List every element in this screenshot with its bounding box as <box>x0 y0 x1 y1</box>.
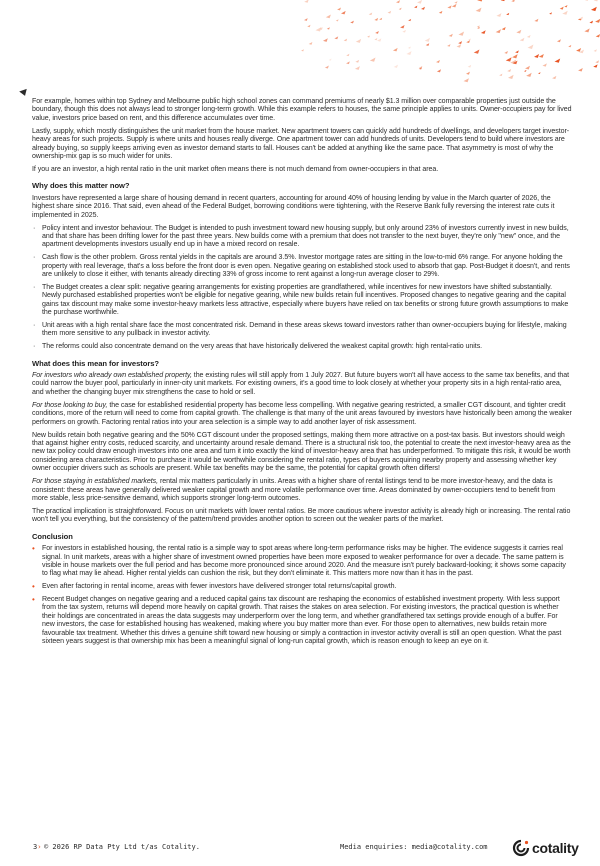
why-bullet-list <box>32 225 572 352</box>
page-footer <box>0 836 600 866</box>
decorative-arrow-icon <box>355 60 359 63</box>
decorative-arrow-icon <box>304 18 308 21</box>
decorative-arrow-icon <box>542 63 546 66</box>
corner-marker-icon <box>19 89 29 97</box>
decorative-arrow-icon <box>393 48 398 52</box>
decorative-arrow-icon <box>477 0 483 1</box>
decorative-arrow-icon <box>594 0 599 1</box>
page-arrow-icon: › <box>37 843 42 851</box>
intro-paragraph-2: Lastly, supply, which mostly distinguishes the unit market from the house market. New apartment towers can quickly add hundreds of dwellings, and developers target investor-heavy areas for such projects. Supply is where units and houses really diverge. One apartment tower can add hundreds of units. Developers tend to build where investors are already buying, so supply keeps arriving even as investor demand starts to fall. Houses can't be added at anything like the same pace. That asymmetry is most of why the ownership-mix gap is so much wider for units. <box>32 127 570 161</box>
section-heading-why: Why does this matter now? <box>32 181 130 191</box>
decorative-arrow-icon <box>589 21 593 24</box>
decorative-arrow-icon <box>555 58 561 62</box>
decorative-arrow-icon <box>379 18 382 20</box>
decorative-arrow-icon <box>466 72 470 75</box>
cotality-logo-icon <box>512 839 530 857</box>
decorative-arrow-icon <box>496 13 501 17</box>
decorative-arrow-icon <box>496 29 501 33</box>
decorative-arrow-icon <box>452 4 457 7</box>
decorative-arrow-icon <box>515 50 519 53</box>
decorative-arrow-icon <box>327 27 330 29</box>
decorative-arrow-icon <box>369 12 373 15</box>
what-paragraph-4 <box>32 478 572 503</box>
decorative-arrow-icon <box>326 14 331 18</box>
decorative-arrow-icon <box>501 0 506 1</box>
decorative-arrow-icon <box>394 65 398 68</box>
decorative-arrow-icon <box>449 34 453 37</box>
decorative-arrow-icon <box>400 25 404 28</box>
article-body <box>32 98 572 651</box>
conclusion-bullet-list <box>32 545 572 646</box>
decorative-arrow-icon <box>568 45 571 47</box>
decorative-arrow-icon <box>417 0 422 4</box>
section-heading-conclusion: Conclusion <box>32 531 73 541</box>
decorative-arrow-icon <box>534 54 539 58</box>
decorative-arrow-icon <box>520 38 525 42</box>
intro-paragraph-3: If you are an investor, a high rental ratio in the unit market often means there is not much demand from owner-occupiers in that area. <box>32 166 439 174</box>
decorative-arrow-icon <box>458 31 464 35</box>
decorative-arrow-icon <box>525 66 530 70</box>
decorative-arrow-icon <box>454 1 457 3</box>
decorative-arrow-icon <box>350 21 354 24</box>
decorative-arrow-icon <box>476 8 482 12</box>
media-enquiries-link[interactable]: Media enquiries: media@cotality.com <box>340 843 488 851</box>
decorative-arrow-icon <box>346 61 350 64</box>
decorative-arrow-icon <box>436 60 440 63</box>
decorative-arrow-icon <box>504 51 508 54</box>
decorative-arrow-icon <box>399 8 402 10</box>
decorative-arrow-icon <box>593 64 597 67</box>
decorative-arrow-icon <box>466 40 470 43</box>
decorative-arrow-icon <box>474 49 480 53</box>
decorative-arrow-icon <box>557 39 561 42</box>
decorative-arrow-icon <box>377 38 381 41</box>
decorative-arrow-icon <box>468 38 471 40</box>
decorative-arrow-icon <box>301 49 304 51</box>
decorative-arrow-icon <box>527 35 531 38</box>
decorative-arrow-icon <box>325 66 329 69</box>
decorative-arrow-icon <box>526 73 532 77</box>
decorative-arrow-icon <box>516 30 521 34</box>
decorative-arrow-icon <box>408 46 411 48</box>
what-paragraph-1 <box>32 372 572 397</box>
decorative-arrow-icon <box>560 7 564 10</box>
decorative-arrow-icon <box>334 36 338 39</box>
decorative-arrow-icon <box>481 30 486 34</box>
decorative-arrow-icon <box>337 8 341 11</box>
decorative-arrow-icon <box>595 60 599 63</box>
list-item: · Unit areas with a high rental share face the most concentrated risk. Demand in these areas skews toward investors rather than owner-occupiers buying for lifestyle, making them more sensitive to any pullback in investor activity. <box>32 322 572 339</box>
decorative-arrow-icon <box>406 51 411 55</box>
decorative-arrow-icon <box>508 75 514 79</box>
decorative-arrow-icon <box>511 0 515 2</box>
decorative-arrow-icon <box>316 27 322 31</box>
page-number <box>33 843 41 851</box>
decorative-arrow-icon <box>538 72 541 74</box>
decorative-arrow-icon <box>502 27 506 30</box>
header-arrow-pattern <box>0 0 600 86</box>
decorative-arrow-icon <box>307 25 310 27</box>
list-item: • For investors in established housing, the rental ratio is a simple way to spot areas where long-term performance risks may be higher. The evidence suggests it carries real signal. In unit markets, areas with a higher share of investment owned properties have been more exposed to weaker performance for over a decade. The same pattern is visible in house markets over the full period and has become more pronounced since around 2020. And the measure isn't purely backward-looking; it shows some capacity to flag what may lie ahead. Higher rental yields can cushion the risk, but they don't eliminate it. This matters more now than it has in the past. <box>32 545 572 579</box>
decorative-arrow-icon <box>374 18 378 21</box>
decorative-arrow-icon <box>512 54 518 58</box>
decorative-arrow-icon <box>402 30 406 33</box>
list-item: · Cash flow is the other problem. Gross rental yields in the capitals are around 3.5%. Investor mortgage rates are sitting in the low-to-mid 6% range. For anyone holding the property with real leverage, that's a loss before the front door is even open. Negative gearing on established stock used to absorb that gap. Post-Budget it doesn't, and rents are unlikely to close it either, with tenants already directing 33% of gross income to rent against a long-run average closer to 29%. <box>32 254 572 279</box>
decorative-arrow-icon <box>309 42 313 45</box>
decorative-arrow-icon <box>468 65 472 68</box>
what-paragraph-3: New builds retain both negative gearing and the 50% CGT discount under the proposed settings, making them more attractive on a post-tax basis. But investors should weigh that against higher entry costs, reduced scarcity, and uncertainty around resale demand. There is a structural risk too, the potential to create the next investor-heavy area as the new tax policy could draw enough investors into one area and turn it into exactly the kind of investor-heavy area that has underperformed. To mitigate this risk, it would be worth considering area characteristics. Prior to purchase it would be worthwhile considering the rental ratio, types of buyers acquiring nearby property and assessing whether key owner occupier drivers such as schools are present. While tax benefits may be the same, the potential for capital growth often differs! <box>32 431 571 473</box>
cotality-logo <box>512 838 579 858</box>
what-paragraph-2 <box>32 402 572 427</box>
decorative-arrow-icon <box>578 68 583 72</box>
decorative-arrow-icon <box>388 11 392 14</box>
decorative-arrow-icon <box>304 0 308 3</box>
paragraph-lead: For those looking to buy, <box>32 401 108 409</box>
paragraph-text: rental mix matters particularly in units. Areas with a higher share of rental listings tend to be more investor-heavy, and the data is consistent: these areas have generally delivered weaker capital growth and more volatile performance over time. Areas dominated by owner-occupiers tend to benefit from more stable, less price-sensitive demand, which supports stronger long-term outcomes. <box>32 478 556 502</box>
decorative-arrow-icon <box>447 44 450 47</box>
decorative-arrow-icon <box>596 34 600 37</box>
decorative-arrow-icon <box>374 38 377 40</box>
decorative-arrow-icon <box>457 44 462 47</box>
decorative-arrow-icon <box>584 28 589 32</box>
decorative-arrow-icon <box>437 69 441 72</box>
decorative-arrow-icon <box>534 19 538 22</box>
decorative-arrow-icon <box>414 6 417 9</box>
decorative-arrow-icon <box>595 19 600 23</box>
paragraph-lead: For investors who already own established property, <box>32 371 192 379</box>
section-heading-what: What does this mean for investors? <box>32 358 159 368</box>
decorative-arrow-icon <box>426 43 429 46</box>
decorative-arrow-icon <box>323 38 328 42</box>
decorative-arrow-icon <box>341 11 346 15</box>
decorative-arrow-icon <box>528 45 534 49</box>
decorative-arrow-icon <box>346 54 349 56</box>
decorative-arrow-icon <box>355 66 360 70</box>
paragraph-text: the case for established residential property has become less compelling. With negative gearing restricted, a smaller CGT discount, and tighter credit conditions, more of the return will need to come from capital growth. The challenge is that many of the unit areas favoured by investors have historically been among the weaker performers on growth. Factoring rental ratios into your area selection is a simple way to add another layer of risk assessment. <box>32 401 572 426</box>
decorative-arrow-icon <box>425 38 430 42</box>
decorative-arrow-icon <box>506 13 509 15</box>
decorative-arrow-icon <box>439 11 443 14</box>
decorative-arrow-icon <box>370 58 376 62</box>
decorative-arrow-icon <box>591 7 597 11</box>
page-number-text: 3 <box>33 843 38 851</box>
decorative-arrow-icon <box>564 5 567 7</box>
decorative-arrow-icon <box>524 70 527 72</box>
list-item: · Policy intent and investor behaviour. The Budget is intended to push investment toward new housing supply, but only around 23% of investors currently invest in new builds, and that share has been drifting lower for the past three years. New builds come with a premium that does not transfer to the next buyer, they're only "new" once, and the apartment developments investors usually end up in have a mixed record on resale. <box>32 225 572 250</box>
decorative-arrow-icon <box>375 31 379 34</box>
why-paragraph: Investors have represented a large share of housing demand in recent quarters, accounting for around 40% of housing lending by value in the March quarter of 2026, the highest share since 2016. That said, even ahead of the Federal Budget, borrowing conditions were tightening, with the Reserve Bank fully reversing the interest rate cuts it implemented in 2025. <box>32 194 555 219</box>
decorative-arrow-icon <box>576 48 581 52</box>
paragraph-lead: For those staying in established markets, <box>32 478 159 486</box>
decorative-arrow-icon <box>585 0 589 1</box>
decorative-arrow-icon <box>507 69 511 72</box>
decorative-arrow-icon <box>329 58 332 60</box>
what-paragraph-5: The practical implication is straightforward. Focus on unit markets with lower rental ratios. Be more cautious where investor activity is already high or increasing. The rental ratio won't tell you everything, but the consistency of the pattern/trend provides another option to screen out the weaker parts of the market. <box>32 507 571 524</box>
list-item: · The Budget creates a clear split: negative gearing arrangements for existing properties are grandfathered, while incentives for new investors have shifted substantially. Newly purchased established properties won't be eligible for negative gearing, while new builds retain full incentives. Proposed changes to negative gearing and the capital gains tax discount may make some investor-heavy markets less attractive, especially where buyers have relied on tax benefits or strong future growth assumptions to make the purchase worthwhile. <box>32 284 572 318</box>
decorative-arrow-icon <box>367 35 370 37</box>
intro-paragraph-1: For example, homes within top Sydney and Melbourne public high school zones can command premiums of nearly $1.3 million over comparable properties just outside the boundary, though this does not always lead to stronger long-term growth. While this example refers to houses, the same principle applies to units. Owner-occupiers pay for lived value, investors price based on rent, and this difference accumulates over time. <box>32 98 572 122</box>
decorative-arrow-icon <box>594 49 597 52</box>
decorative-arrow-icon <box>344 39 347 42</box>
decorative-arrow-icon <box>549 12 552 14</box>
decorative-arrow-icon <box>336 19 339 21</box>
decorative-arrow-icon <box>408 19 411 21</box>
cotality-wordmark: cotality <box>532 840 579 856</box>
decorative-arrow-icon <box>447 5 451 8</box>
decorative-arrow-icon <box>499 74 502 76</box>
list-item: • Recent Budget changes on negative gearing and a reduced capital gains tax discount are reshaping the economics of established investment property. With less support from the tax system, returns will depend more heavily on capital growth. That raises the stakes on area selection. For existing investors, the practical question is whether their holdings are concentrated in areas the data suggests may underperform over the long term, and whether grandfathered tax settings provide enough of a buffer. For new investors, the case for established housing has weakened, making where you buy matter more than ever. For those open to alternatives, new builds retain more favourable tax treatment. Whether this drives a genuine shift toward new housing or simply a contraction in investor activity overall is still an open question. What the past sixteen years suggest is that ownership mix has been a meaningful signal of long-run capital growth, which is reason enough to keep an eye on it. <box>32 596 572 646</box>
decorative-arrow-icon <box>458 41 462 44</box>
decorative-arrow-icon <box>562 11 567 15</box>
decorative-arrow-icon <box>356 39 361 43</box>
decorative-arrow-icon <box>506 57 512 61</box>
paragraph-text: the existing rules will still apply from 1 July 2027. But future buyers won't all have access to the same tax benefits, and that could narrow the buyer pool, particularly in inner-city unit markets. For existing owners, it's a good time to look closely at whether your property sits in a high rental-ratio area, and whether the changing buyer mix strengthens the case to hold or sell. <box>32 371 570 396</box>
decorative-arrow-icon <box>396 0 400 3</box>
decorative-arrow-icon <box>552 76 556 79</box>
decorative-arrow-icon <box>464 78 469 82</box>
list-item: · The reforms could also concentrate demand on the very areas that have historically delivered the weakest capital growth: high rental-ratio units. <box>32 343 572 351</box>
list-item: • Even after factoring in rental income, areas with fewer investors have delivered stronger total returns/capital growth. <box>32 583 572 591</box>
copyright-text: © 2026 RP Data Pty Ltd t/as Cotality. <box>44 843 200 851</box>
decorative-arrow-icon <box>421 7 425 10</box>
decorative-arrow-icon <box>539 54 544 58</box>
